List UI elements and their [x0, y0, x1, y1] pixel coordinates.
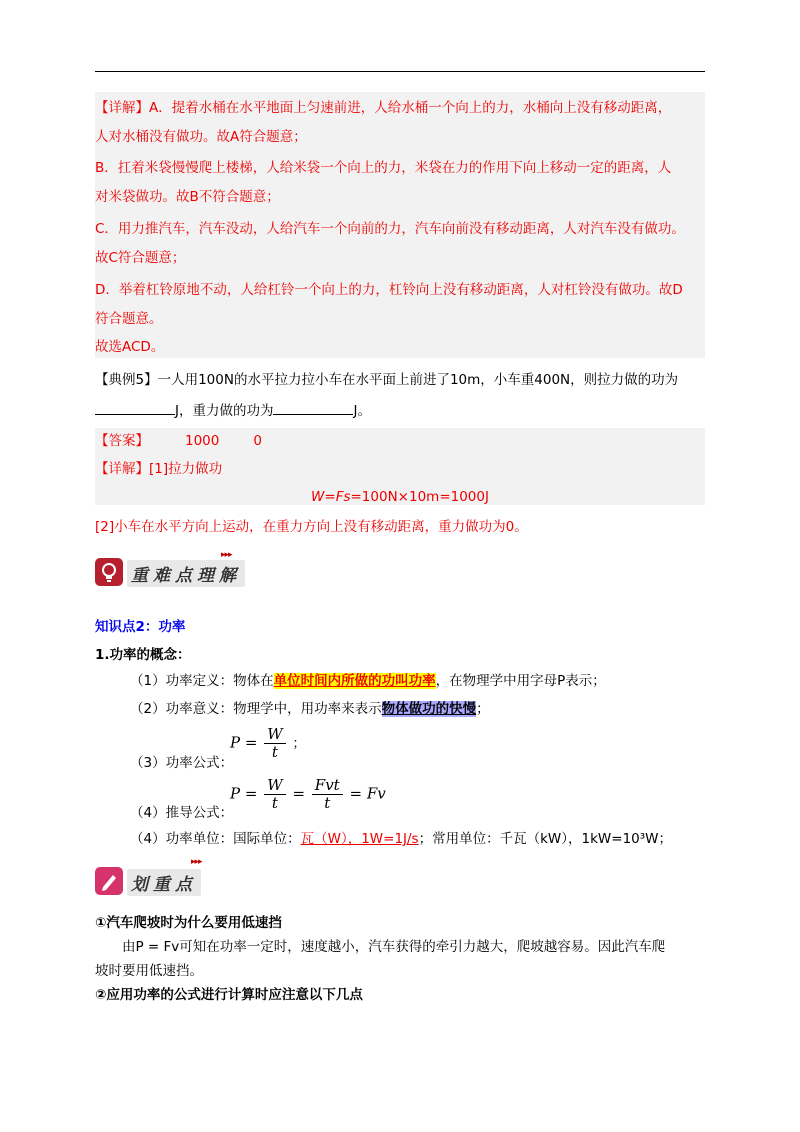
lightbulb-icon [95, 558, 123, 586]
keypoint-q1: ①汽车爬坡时为什么要用低速挡 [95, 915, 282, 931]
def-highlight: 单位时间内所做的功叫功率 [273, 673, 436, 689]
def-suffix: ，在物理学中用字母P表示； [435, 673, 606, 689]
knowledge-sub1: 1.功率的概念： [95, 647, 191, 663]
pencil-icon [95, 867, 123, 895]
explain-line-2: 人对水桶没有做功。故A符合题意； [95, 129, 307, 145]
banner-arrows: ▸▸▸ [221, 550, 232, 560]
unit-prefix: （4）功率单位：国际单位： [130, 831, 301, 847]
answer-label: 【答案】 [95, 433, 149, 449]
explain-line-5: C．用力推汽车，汽车没动，人给汽车一个向前的力，汽车向前没有移动距离，人对汽车没有做功。 [95, 221, 685, 237]
knowledge-heading: 知识点2：功率 [95, 619, 186, 635]
explain-line-7: D．举着杠铃原地不动，人给杠铃一个向上的力，杠铃向上没有移动距离，人对杠铃没有做功。故D [95, 282, 683, 298]
q2-part2: J。 [353, 403, 371, 419]
meaning-prefix: （2）功率意义：物理学中，用功率来表示 [130, 701, 382, 717]
section-banner-keypoints [95, 857, 225, 899]
formula-p: P [230, 733, 241, 752]
meaning-highlight: 物体做功的快慢 [381, 701, 477, 717]
fraction-w-t: $\frac{W}{t}$ [264, 726, 285, 761]
section-banner-difficulty [95, 550, 255, 590]
detail-line-2: [2]小车在水平方向上运动，在重力方向上没有移动距离，重力做功为0。 [95, 519, 528, 535]
q2-part1: J，重力做的功为 [175, 403, 274, 419]
banner-arrows: ▸▸▸ [191, 857, 202, 867]
power-meaning [130, 699, 490, 719]
keypoint-a1-line1: 由P = Fv可知在功率一定时，速度越小，汽车获得的牵引力越大，爬坡越容易。因此汽车爬 [122, 939, 666, 955]
derived-formula: P = $\frac{W}{t}$ = $\frac{\text{Fvt}}{t}$ = Fv [230, 776, 386, 812]
explain-line-3: B．扛着米袋慢慢爬上楼梯，人给米袋一个向上的力，米袋在力的作用下向上移动一定的距离，人 [95, 160, 672, 176]
keypoint-a1-line2: 坡时要用低速挡。 [95, 963, 203, 979]
explain-line-6: 故C符合题意； [95, 250, 186, 266]
formula-fs: Fs [335, 489, 351, 505]
keypoint-q2: ②应用功率的公式进行计算时应注意以下几点 [95, 987, 363, 1003]
example5-question: 【典例5】一人用100N的水平拉力拉小车在水平面上前进了10m，小车重400N，则拉力做的功为 [95, 372, 679, 388]
formula-w: W [311, 489, 325, 505]
power-unit [130, 829, 672, 849]
unit-red: 瓦（W），1W=1J/s [300, 831, 419, 847]
banner-title: 重难点理解 [127, 560, 245, 587]
formula-label: （3）功率公式： [130, 755, 234, 771]
answer-value-1: 1000 [185, 433, 220, 449]
explain-line-8: 符合题意。 [95, 311, 163, 327]
derive-label: （4）推导公式： [130, 805, 234, 821]
unit-suffix: ；常用单位：千瓦（kW），1kW=10³W； [418, 831, 673, 847]
answer-value-2: 0 [253, 433, 262, 449]
answer-blank-2 [273, 400, 353, 415]
answer-blank-1 [95, 400, 175, 415]
formula-eq: = [244, 733, 258, 752]
formula-suffix: ； [292, 736, 306, 752]
formula-rest: =100N×10m=1000J [350, 489, 489, 505]
explain-line-1: 【详解】A．提着水桶在水平地面上匀速前进，人给水桶一个向上的力，水桶向上没有移动距离， [95, 100, 672, 116]
header-rule [95, 71, 705, 72]
power-formula [230, 726, 305, 761]
example5-question-line2 [95, 400, 371, 421]
power-definition [130, 671, 606, 691]
work-formula [95, 487, 705, 507]
answer-line [95, 431, 262, 451]
explain-line-4: 对米袋做功。故B不符合题意； [95, 189, 280, 205]
formula-eq: = [324, 489, 336, 505]
meaning-suffix: ； [476, 701, 490, 717]
banner-title: 划重点 [127, 869, 201, 896]
def-prefix: （1）功率定义：物体在 [130, 673, 274, 689]
explain-line-9: 故选ACD。 [95, 339, 165, 355]
detail-line-1: 【详解】[1]拉力做功 [95, 461, 223, 477]
